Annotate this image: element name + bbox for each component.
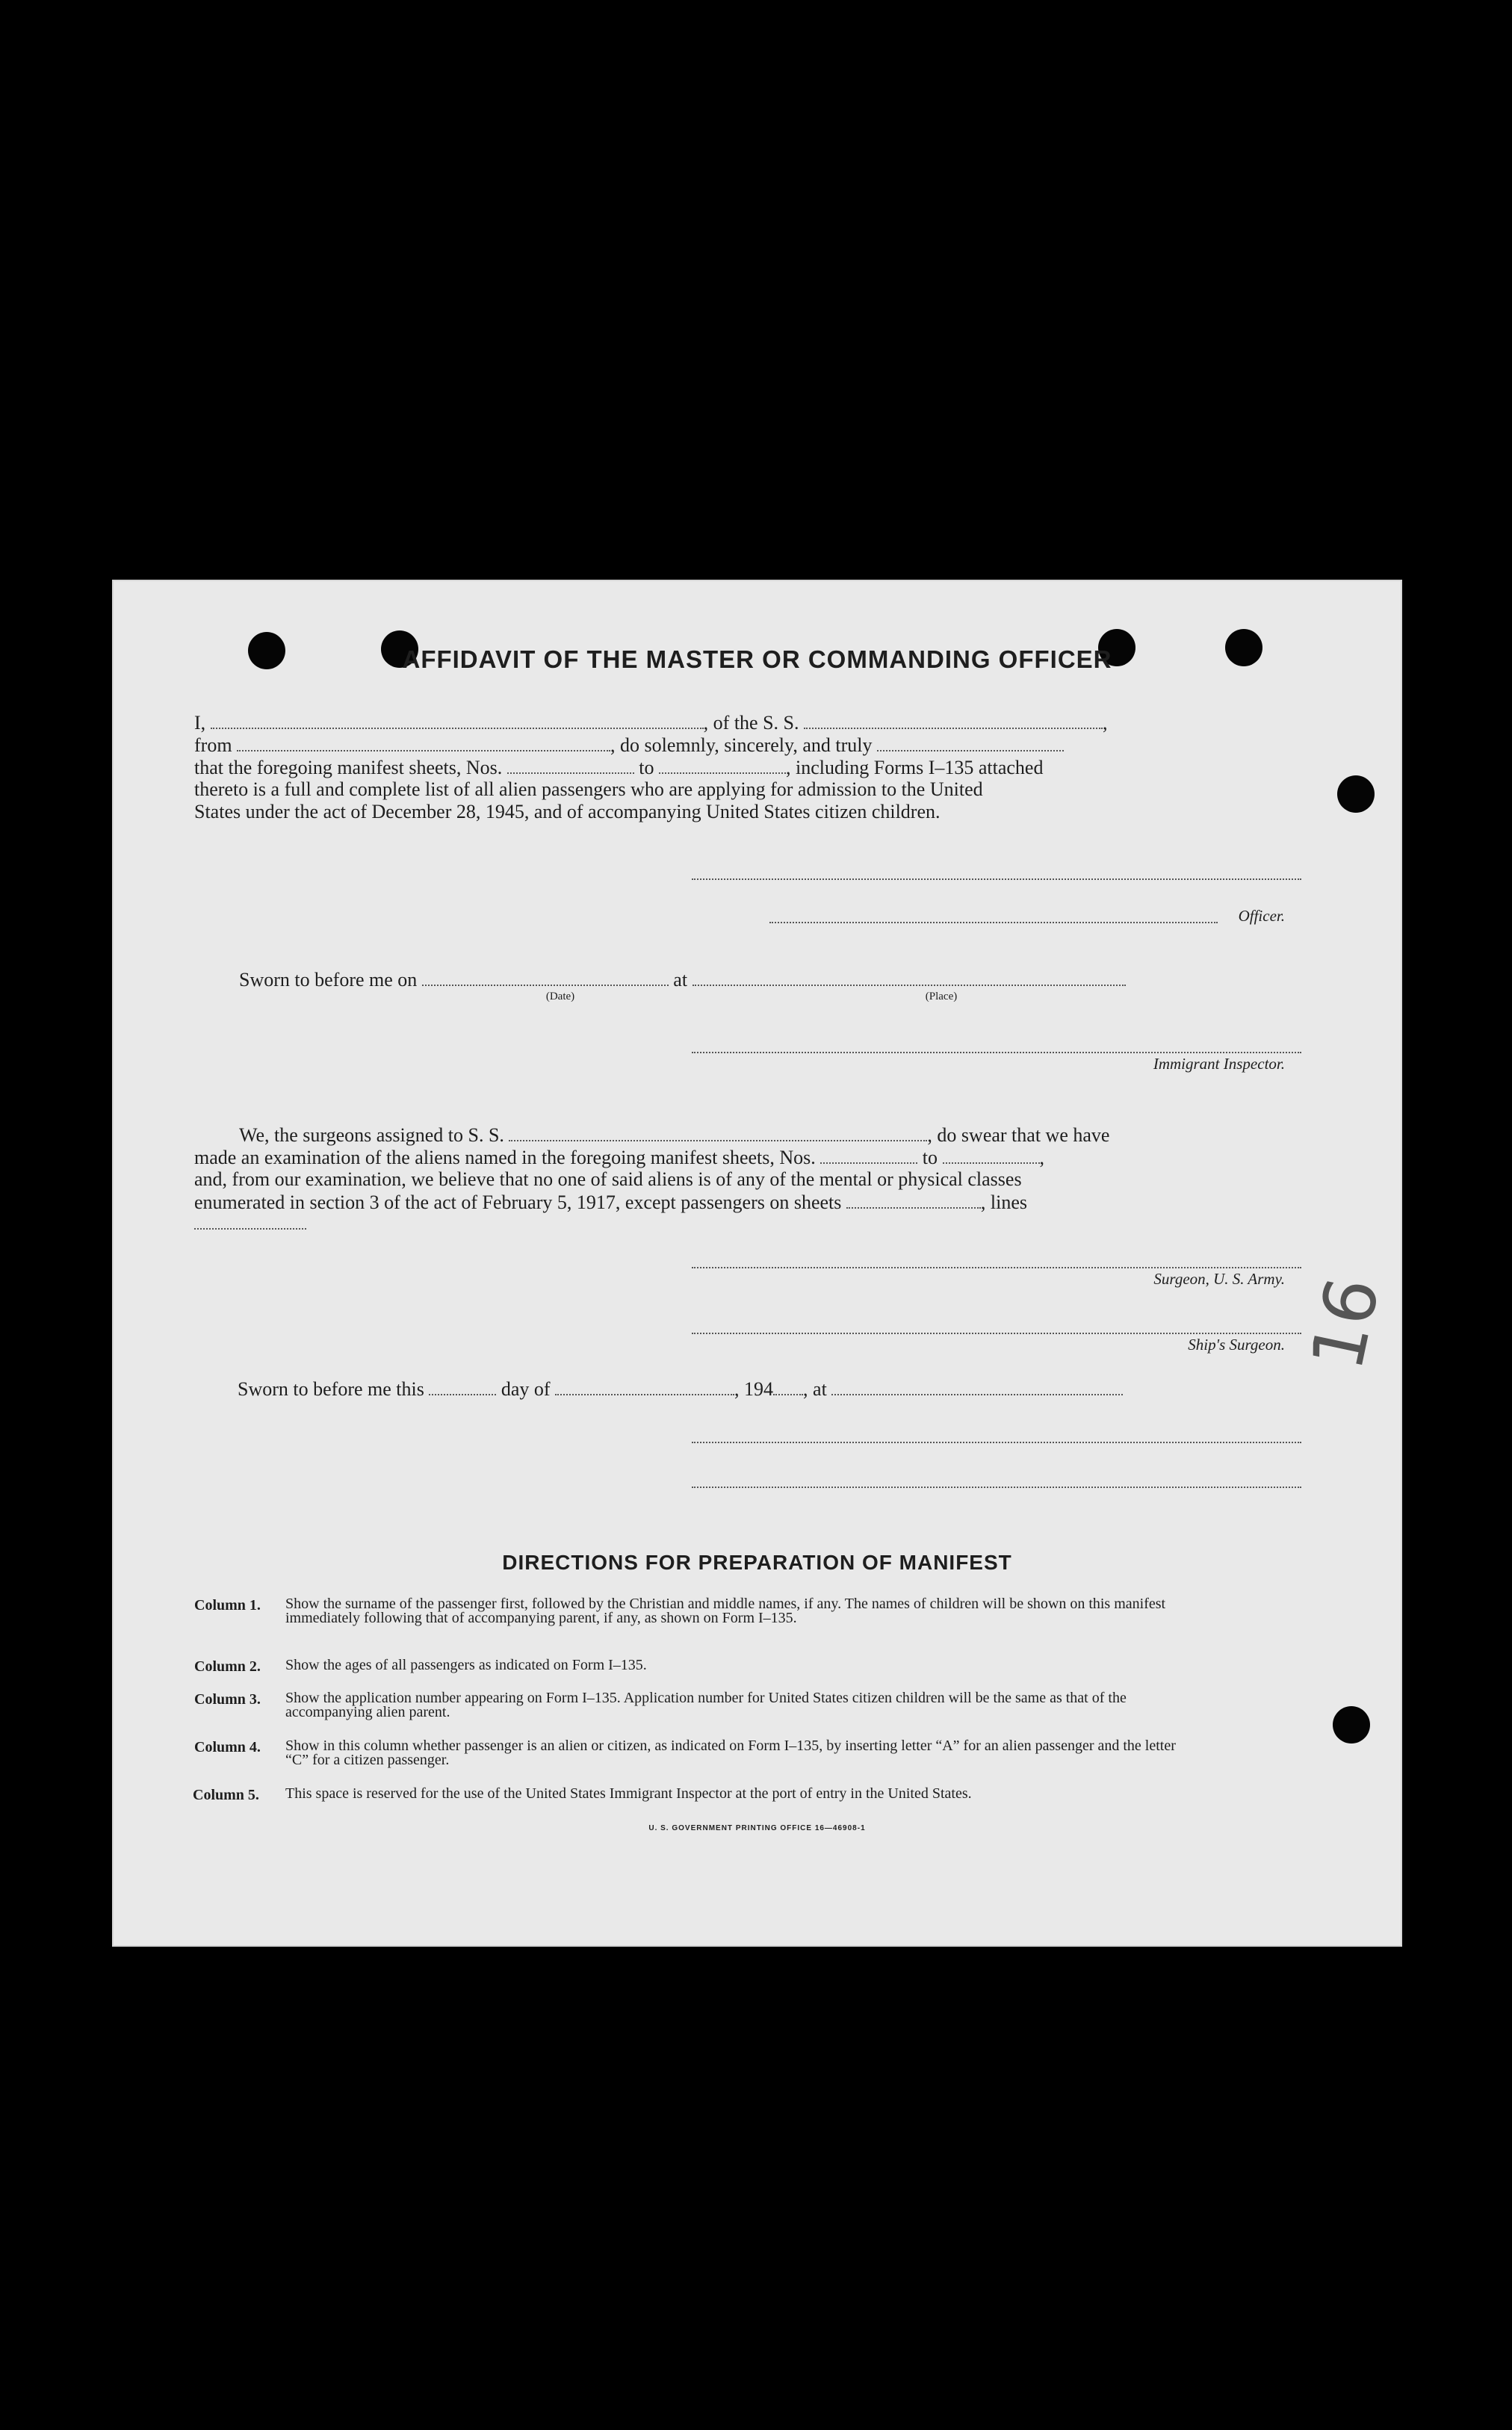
ship-surgeon-signature-line[interactable] — [692, 1331, 1301, 1334]
surgeons-line-5 — [194, 1212, 306, 1235]
army-surgeon-caption: Surgeon, U. S. Army. — [1153, 1270, 1285, 1288]
sworn-title-line[interactable] — [692, 1485, 1301, 1488]
sheets-from-field[interactable] — [507, 756, 634, 774]
sworn-at-field[interactable] — [831, 1377, 1123, 1395]
affidavit-line-1: I, , of the S. S. , — [194, 712, 1108, 734]
printing-office-footer: U. S. GOVERNMENT PRINTING OFFICE 16—46908-1 — [648, 1824, 866, 1832]
inspector-caption: Immigrant Inspector. — [1153, 1055, 1285, 1073]
sworn-year-field[interactable] — [773, 1377, 803, 1395]
sworn-day-field[interactable] — [429, 1377, 496, 1395]
surgeons-line-4: enumerated in section 3 of the act of February 5, 1917, except passengers on sheets , lines — [194, 1191, 1028, 1213]
column-4-text: Show in this column whether passenger is an alien or citizen, as indicated on Form I–135, by inserting letter “A” for an alien passenger and the letter “C” for a citizen passenger. — [285, 1738, 1176, 1768]
sworn-line-1: Sworn to before me on at — [239, 968, 1126, 991]
port-from-field[interactable] — [237, 734, 610, 751]
handwritten-page-number: 16 — [1295, 1270, 1396, 1377]
inspector-signature-line[interactable] — [692, 1050, 1301, 1053]
surgeons-sheets-to-field[interactable] — [943, 1146, 1040, 1164]
sheets-to-field[interactable] — [659, 756, 786, 774]
army-surgeon-signature-line[interactable] — [692, 1265, 1301, 1268]
affidavit-line-2: from , do solemnly, sincerely, and truly — [194, 734, 1064, 757]
form-sheet — [112, 580, 1402, 1947]
affidavit-line-3: that the foregoing manifest sheets, Nos. to , including Forms I–135 attached — [194, 757, 1044, 778]
affidavit-title: AFFIDAVIT OF THE MASTER OR COMMANDING OFFICER — [402, 645, 1112, 673]
surgeons-line-2: made an examination of the aliens named in the foregoing manifest sheets, Nos. to , — [194, 1147, 1044, 1168]
date-caption: (Date) — [545, 991, 575, 1002]
column-3-label: Column 3. — [194, 1691, 261, 1708]
punch-hole — [1333, 1706, 1370, 1744]
officer-caption: Officer. — [1238, 907, 1285, 925]
ship-name-field[interactable] — [804, 711, 1103, 729]
surgeons-ship-field[interactable] — [509, 1123, 927, 1141]
directions-title: DIRECTIONS FOR PREPARATION OF MANIFEST — [502, 1551, 1012, 1574]
column-4-label: Column 4. — [194, 1739, 261, 1755]
column-1-label: Column 1. — [194, 1597, 261, 1614]
sworn-signature-line[interactable] — [692, 1440, 1301, 1443]
sworn-place-field[interactable] — [693, 968, 1126, 986]
except-sheets-field[interactable] — [846, 1191, 981, 1209]
master-name-field[interactable] — [211, 711, 704, 729]
officer-signature-line[interactable] — [769, 920, 1218, 923]
column-1-text: Show the surname of the passenger first, followed by the Christian and middle names, if any. The names of children will be shown on this manifest immediately following that of accompanying parent, if any, as shown on Form I–135. — [285, 1596, 1166, 1626]
sworn-month-field[interactable] — [555, 1377, 734, 1395]
surgeons-line-3: and, from our examination, we believe that no one of said aliens is of any of the mental or physical classes — [194, 1168, 1022, 1190]
surgeons-sheets-from-field[interactable] — [820, 1146, 917, 1164]
surgeons-line-1: We, the surgeons assigned to S. S. , do swear that we have — [239, 1124, 1110, 1146]
affidavit-line-4: thereto is a full and complete list of all alien passengers who are applying for admission to the United — [194, 778, 983, 800]
column-2-label: Column 2. — [194, 1658, 261, 1675]
column-5-text: This space is reserved for the use of the United States Immigrant Inspector at the port of entry in the United States. — [285, 1785, 972, 1802]
column-3-text: Show the application number appearing on Form I–135. Application number for United States citizen children will be the same as that of the accompanying alien parent. — [285, 1690, 1127, 1720]
signature-line[interactable] — [692, 877, 1301, 880]
place-caption: (Place) — [925, 991, 958, 1002]
ship-surgeon-caption: Ship's Surgeon. — [1188, 1336, 1285, 1354]
punch-hole — [1337, 775, 1375, 813]
column-2-text: Show the ages of all passengers as indicated on Form I–135. — [285, 1657, 647, 1673]
sworn-date-field[interactable] — [422, 968, 669, 986]
sworn-line-2: Sworn to before me this day of , 194 , at — [238, 1377, 1123, 1401]
affidavit-line-5: States under the act of December 28, 1945, and of accompanying United States citizen children. — [194, 801, 941, 822]
column-5-label: Column 5. — [193, 1787, 259, 1803]
lines-field[interactable] — [194, 1212, 306, 1230]
declare-field[interactable] — [877, 734, 1064, 751]
